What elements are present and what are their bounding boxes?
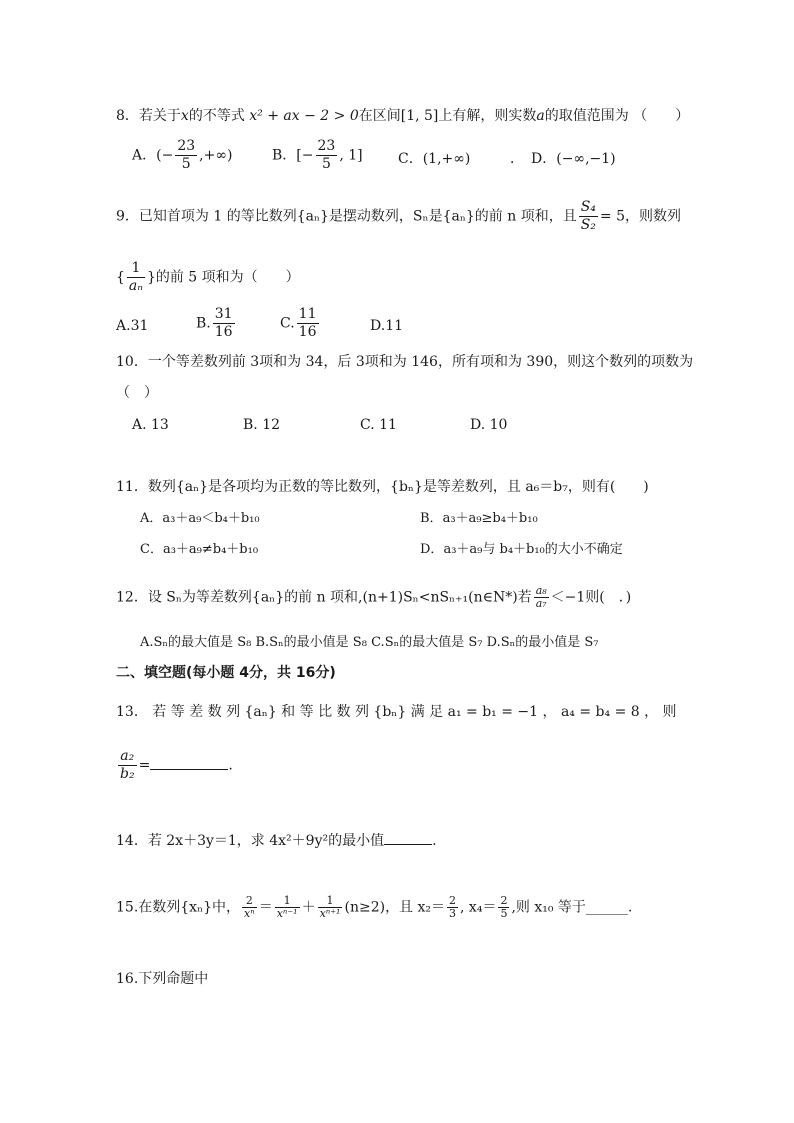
option-label: A． <box>140 511 163 526</box>
option-label: D. <box>370 318 386 334</box>
q15-mid: , x₄＝ <box>460 899 497 916</box>
option-text: 11 <box>379 417 397 433</box>
q9-option-b <box>196 306 237 341</box>
q15-stem <box>116 895 632 920</box>
frac-num: 2 <box>449 894 457 907</box>
frac-den: 5 <box>181 156 191 172</box>
q11-stem: 11．数列{aₙ}是各项均为正数的等比数列，{bₙ}是等差数列，且 a₆＝b₇，则有( ) <box>116 479 649 495</box>
option-label: C. <box>371 635 385 650</box>
q15-condition: (n≥2)，且 x₂＝ <box>344 899 446 916</box>
option-text: (1,+∞) <box>422 151 471 167</box>
q12-option-c <box>371 635 482 650</box>
frac-num: 2 <box>500 894 508 907</box>
option-after: ,+∞) <box>199 147 233 164</box>
q16-stem: 16.下列命题中 <box>116 971 209 987</box>
q14-stem <box>116 832 437 850</box>
option-after: , 1] <box>339 147 363 164</box>
q8-stem <box>116 107 689 125</box>
option-text: a₃＋a₉＜b₄＋b₁₀ <box>162 511 260 526</box>
q9-stem-line2 <box>116 260 300 295</box>
q10-stem-line2: （ ） <box>116 385 158 401</box>
option-label: B． <box>420 511 443 526</box>
frac-den: S₂ <box>580 217 596 233</box>
q9-stem-part2: = 5，则数列 <box>599 208 682 225</box>
q8-mid: 的不等式 <box>188 108 245 124</box>
frac-num: S₄ <box>580 199 596 215</box>
q8-option-a <box>132 138 232 173</box>
option-label: D. <box>486 635 501 650</box>
option-before: [− <box>296 147 314 164</box>
frac-den: 16 <box>214 324 233 340</box>
q10-option-c <box>360 416 397 434</box>
q8-option-c <box>398 150 470 168</box>
fraction <box>316 138 338 173</box>
q8-inequality: x² + ax − 2 > 0 <box>249 108 359 124</box>
frac-den: aₙ <box>128 278 143 294</box>
option-text: Sₙ的最大值是 S₈ <box>153 635 252 650</box>
frac-den: b₂ <box>120 766 135 782</box>
frac-num: 1 <box>275 895 300 908</box>
q9-option-d <box>370 317 403 335</box>
option-label: ． D． <box>510 151 557 167</box>
option-label: D. <box>470 417 486 433</box>
q8-prefix: 8．若关于 <box>116 108 181 124</box>
plus-sign: ＋ <box>301 899 316 916</box>
fraction <box>213 306 235 341</box>
option-text: Sₙ的最小值是 S₈ <box>269 635 367 650</box>
frac-den: 5 <box>500 907 508 920</box>
equals-sign: ＝ <box>258 899 273 916</box>
q13-stem: 13． 若 等 差 数 列 {aₙ} 和 等 比 数 列 {bₙ} 满 足 a₁ = b₁ = −1 ， a₄ = b₄ = 8 ， 则 <box>116 704 677 720</box>
frac-num: 1 <box>127 260 145 278</box>
frac-den: 5 <box>321 156 331 172</box>
q10-option-b <box>243 416 280 434</box>
q12-stem-part1: 12．设 Sₙ为等差数列{aₙ}的前 n 项和,(n+1)Sₙ<nSₙ₊₁(n∈N*)若 <box>116 589 532 606</box>
fraction <box>498 895 509 920</box>
fraction <box>242 895 257 920</box>
frac-num: 23 <box>317 138 336 154</box>
option-label: B. <box>255 635 270 650</box>
option-label: B． <box>272 147 297 164</box>
option-text: 13 <box>151 417 169 433</box>
q8-interval-intro: 在区间 <box>358 108 401 124</box>
option-text: Sₙ的最大值是 S₇ <box>384 635 483 650</box>
q14-text: 14．若 2x＋3y＝1，求 4x²＋9y²的最小值 <box>116 833 385 849</box>
option-label: A. <box>116 318 131 334</box>
fraction <box>318 895 343 920</box>
option-text: 12 <box>262 417 281 433</box>
frac-num: 31 <box>214 306 233 322</box>
q11-option-c <box>140 541 258 559</box>
q8-option-b <box>272 138 363 173</box>
q8-suffix: 上有解，则实数 <box>438 108 537 124</box>
fraction <box>175 138 197 173</box>
option-text: 10 <box>489 417 508 433</box>
q9-stem <box>116 199 681 234</box>
q11-option-d <box>420 541 623 559</box>
frac-den: a₇ <box>535 597 547 610</box>
frac-num: a₈ <box>535 584 547 597</box>
fraction <box>118 748 137 783</box>
frac-num: a₂ <box>118 748 137 766</box>
fraction <box>297 306 319 341</box>
q15-prefix: 15.在数列{xₙ}中， <box>116 899 241 916</box>
option-text: a₃＋a₉≠b₄＋b₁₀ <box>162 542 259 557</box>
q9-option-c <box>280 306 321 341</box>
q12-options <box>140 634 598 652</box>
option-label: B. <box>243 417 258 433</box>
option-label: C. <box>280 315 295 332</box>
frac-den: xⁿ <box>244 907 255 920</box>
option-text: a₃＋a₉与 b₄＋b₁₀的大小不确定 <box>443 542 623 557</box>
option-label: A． <box>132 147 157 164</box>
q9-option-a <box>116 317 148 335</box>
q8-option-d <box>510 150 616 168</box>
section-heading: 二、填空题(每小题 4分，共 16分) <box>116 665 336 681</box>
q12-option-b <box>255 635 366 650</box>
frac-num: 2 <box>242 895 257 908</box>
q12-stem-part2: ＜−1则( ．) <box>550 589 632 606</box>
option-label: C. <box>360 417 375 433</box>
q8-end: 的取值范围为 （ ） <box>544 108 690 124</box>
q10-option-d <box>470 416 507 434</box>
frac-den: 3 <box>449 907 457 920</box>
q8-var-a: a <box>536 108 545 124</box>
frac-num: 1 <box>318 895 343 908</box>
q10-stem: 10．一个等差数列前 3项和为 34，后 3项和为 146，所有项和为 390，则这个数列的项数为 <box>116 354 694 370</box>
period: . <box>228 757 233 774</box>
frac-den: 16 <box>298 324 317 340</box>
q11-option-b <box>420 510 538 528</box>
fraction <box>534 585 549 610</box>
q12-option-d <box>487 635 599 650</box>
q8-interval: [1, 5] <box>400 108 439 124</box>
fraction <box>447 895 458 920</box>
option-label: C． <box>398 151 423 167</box>
fraction <box>579 199 598 234</box>
fraction <box>275 895 300 920</box>
q9-stem-part1: 9．已知首项为 1 的等比数列{aₙ}是摆动数列，Sₙ是{aₙ}的前 n 项和，且 <box>116 208 577 225</box>
fraction <box>127 260 145 295</box>
q15-tail: ,则 x₁₀ 等于______. <box>511 899 633 916</box>
answer-blank[interactable] <box>384 832 432 845</box>
period: . <box>432 833 437 849</box>
frac-num: 23 <box>177 138 196 154</box>
q12-stem <box>116 585 631 610</box>
brace: { <box>116 269 125 286</box>
frac-num: 11 <box>298 306 317 322</box>
option-before: (− <box>156 147 174 164</box>
option-label: A. <box>140 635 154 650</box>
option-label: B. <box>196 315 211 332</box>
equals-sign: = <box>138 757 151 774</box>
q13-answer-line <box>116 748 233 783</box>
frac-den: xⁿ⁺¹ <box>319 907 341 920</box>
option-text: a₃＋a₉≥b₄＋b₁₀ <box>442 511 538 526</box>
q8-var-x: x <box>180 108 189 124</box>
frac-den: xⁿ⁻¹ <box>276 907 298 920</box>
option-text: 31 <box>130 318 149 334</box>
option-label: C． <box>140 542 163 557</box>
q9-line2-rest: }的前 5 项和为（ ） <box>146 269 300 286</box>
option-text: 11 <box>385 318 404 334</box>
option-label: D． <box>420 542 444 557</box>
q10-option-a <box>132 416 169 434</box>
answer-blank[interactable] <box>150 757 228 770</box>
q11-option-a <box>140 510 260 528</box>
option-text: (−∞,−1) <box>556 151 616 167</box>
option-label: A. <box>132 417 147 433</box>
q12-option-a <box>140 635 251 650</box>
option-text: Sₙ的最小值是 S₇ <box>500 635 599 650</box>
